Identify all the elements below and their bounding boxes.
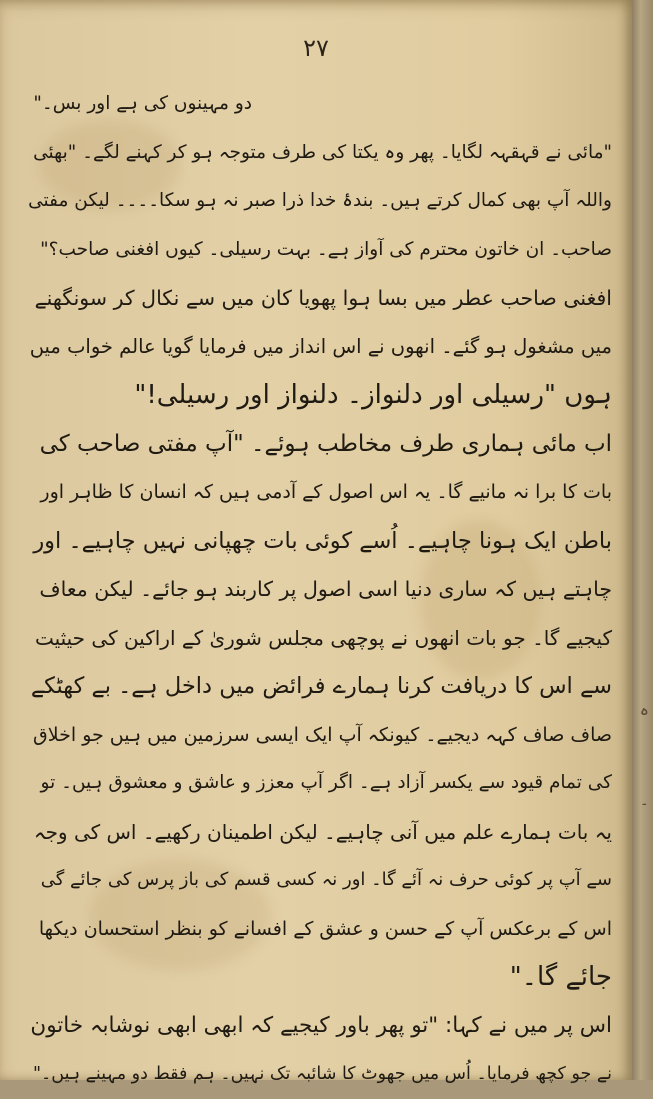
body-text bbox=[28, 80, 612, 1099]
text-line: اس کے برعکس آپ کے حسن و عشق کے افسانے کو بنظر استحسان دیکھا bbox=[38, 917, 612, 940]
text-line: چاہتے ہیں کہ ساری دنیا اسی اصول پر کاربند ہو جائے۔ لیکن معاف bbox=[39, 577, 612, 601]
text-line: یہ بات ہمارے علم میں آنی چاہیے۔ لیکن اطمینان رکھیے۔ اس کی وجہ bbox=[33, 819, 612, 844]
text-line: افغنی صاحب عطر میں بسا ہوا پھویا کان میں سے نکال کر سونگھنے bbox=[34, 286, 612, 310]
edge-mark: ۔ bbox=[639, 790, 649, 809]
text-line: ہوں "رسیلی اور دلنواز۔ دلنواز اور رسیلی!" bbox=[134, 380, 612, 410]
text-line: صاف صاف کہہ دیجیے۔ کیونکہ آپ ایک ایسی سرزمین میں ہیں جو اخلاق bbox=[33, 723, 612, 746]
text-line: صاحب۔ ان خاتون محترم کی آواز ہے۔ بہت رسیلی۔ کیوں افغنی صاحب؟" bbox=[40, 238, 612, 260]
text-line: کی تمام قیود سے یکسر آزاد ہے۔ اگر آپ معزز و عاشق و معشوق ہیں۔ تو bbox=[40, 772, 612, 793]
text-line: کیجیے گا۔ جو بات انھوں نے پوچھی مجلس شوریٰ کے اراکین کی حیثیت bbox=[34, 625, 612, 650]
text-line: واللہ آپ بھی کمال کرتے ہیں۔ بندۂ خدا ذرا صبر نہ ہو سکا۔۔۔۔ لیکن مفتی bbox=[28, 190, 612, 211]
text-line: سے آپ پر کوئی حرف نہ آئے گا۔ اور نہ کسی قسم کی باز پرس کی جائے گی bbox=[40, 869, 612, 890]
book-spine bbox=[632, 0, 653, 1080]
text-line: اس پر میں نے کہا: "تو پھر باور کیجیے کہ ابھی ابھی نوشابہ خاتون bbox=[30, 1012, 612, 1038]
page-number: ۲۷ bbox=[303, 34, 329, 62]
text-line: بات کا برا نہ مانیے گا۔ یہ اس اصول کے آدمی ہیں کہ انسان کا ظاہر اور bbox=[40, 481, 612, 503]
text-line: دو مہینوں کی ہے اور بس۔" bbox=[33, 93, 252, 114]
edge-mark: ہ bbox=[639, 700, 649, 719]
text-line: جائے گا۔" bbox=[509, 962, 612, 992]
text-line: "مائی نے قہقہہ لگایا۔ پھر وہ یکتا کی طرف متوجہ ہو کر کہنے لگے۔ "بھئی bbox=[33, 141, 612, 163]
text-line: سے اس کا دریافت کرنا ہمارے فرائض میں داخل ہے۔ بے کھٹکے bbox=[30, 673, 612, 699]
text-line: اب مائی ہماری طرف مخاطب ہوئے۔ "آپ مفتی صاحب کی bbox=[39, 430, 612, 457]
text-line: میں مشغول ہو گئے۔ انھوں نے اس انداز میں فرمایا گویا عالم خواب میں bbox=[29, 334, 612, 358]
text-line: نے جو کچھ فرمایا۔ اُس میں جھوٹ کا شائبہ تک نہیں۔ ہم فقط دو مہینے ہیں۔" bbox=[32, 1064, 612, 1084]
text-line: باطن ایک ہونا چاہیے۔ اُسے کوئی بات چھپانی نہیں چاہیے۔ اور bbox=[33, 527, 612, 554]
